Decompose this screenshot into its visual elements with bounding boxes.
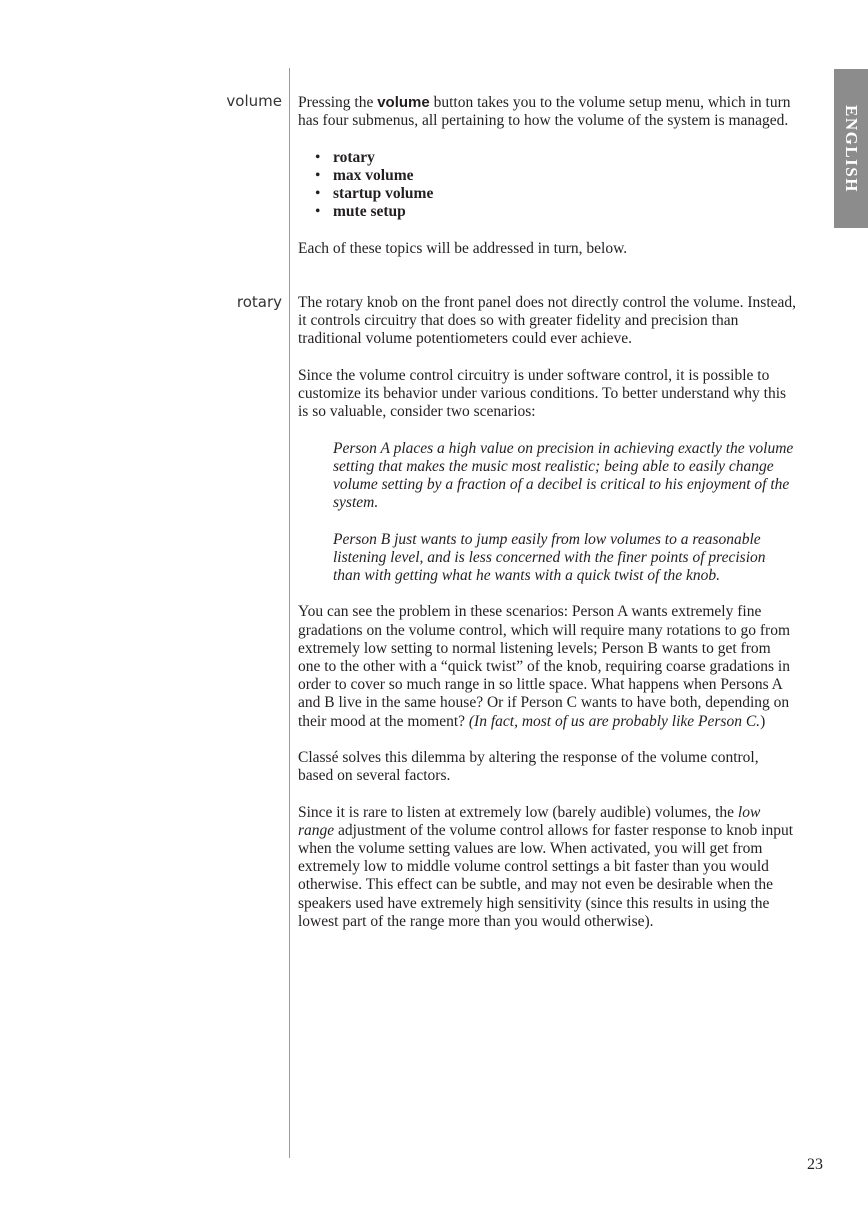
language-tab — [834, 69, 868, 228]
section-heading-rotary: rotary — [236, 293, 282, 311]
margin-rule — [289, 68, 290, 1158]
volume-intro-text-end: button takes you to the volume setup menu, which in turn has four submenus, all pertaining to how the volume of the system is managed. — [298, 94, 791, 130]
rotary-paragraph-5-text: Since it is rare to listen at extremely low (barely audible) volumes, the — [298, 803, 738, 821]
rotary-paragraph-5-italic: low range — [298, 803, 761, 839]
volume-outro: Each of these topics will be addressed in turn, below. — [298, 239, 628, 257]
page-number: 23 — [807, 1156, 823, 1173]
list-item: • mute setup — [333, 203, 796, 221]
rotary-paragraph-3-end: ) — [760, 712, 766, 730]
section-heading-volume: volume — [226, 92, 282, 110]
submenu-list — [298, 149, 796, 222]
rotary-paragraph-4: Classé solves this dilemma by altering the response of the volume control, based on several factors. — [298, 749, 759, 785]
rotary-paragraph-3-text: You can see the problem in these scenarios: Person A wants extremely fine gradations on the volume control, which will require many rotations to go from extremely low setting to normal listening levels; Person B wants to get from one to the other with a “quick twist” of the knob, requiring coarse gradations in order to cover so much range in so little space. What happens when Persons A and B live in the same house? Or if Person C wants to have both, depending on their mood at the moment? — [298, 603, 791, 730]
section-volume-body — [298, 94, 796, 276]
volume-intro-text: Pressing the — [298, 94, 378, 111]
language-tab-label: ENGLISH — [842, 104, 861, 193]
scenario-quote-b: Person B just wants to jump easily from low volumes to a reasonable listening level, and is less concerned with the finer points of precision than with getting what he wants with a quick twist of the knob. — [333, 530, 766, 584]
list-item: • max volume — [333, 167, 796, 185]
rotary-paragraph-1: The rotary knob on the front panel does not directly control the volume. Instead, it controls circuitry that does so with greater fidelity and precision than traditional volume potentiometers could ever achieve. — [298, 294, 797, 348]
rotary-paragraph-5 — [298, 804, 796, 931]
volume-intro — [298, 94, 796, 130]
list-item: • startup volume — [333, 185, 796, 203]
rotary-paragraph-3 — [298, 603, 796, 730]
list-item: • rotary — [333, 149, 796, 167]
rotary-paragraph-2: Since the volume control circuitry is under software control, it is possible to customize its behavior under various conditions. To better understand why this is so valuable, consider two scenarios: — [298, 366, 787, 421]
scenario-quote-a: Person A places a high value on precision in achieving exactly the volume setting that makes the music most realistic; being able to easily change volume setting by a fraction of a decibel is critical to his enjoyment of the system. — [333, 439, 794, 512]
rotary-paragraph-5-text-end: adjustment of the volume control allows for faster response to knob input when the volume setting values are low. When activated, you will get from extremely low to middle volume control settings a bit faster than you would otherwise. This effect can be subtle, and may not even be desirable when the speakers used have extremely high sensitivity (since this results in using the lowest part of the range more than you would otherwise). — [298, 821, 794, 930]
section-rotary-body — [298, 294, 796, 949]
volume-intro-bold: volume — [377, 94, 430, 111]
rotary-paragraph-3-italic: (In fact, most of us are probably like Person C. — [468, 712, 761, 730]
